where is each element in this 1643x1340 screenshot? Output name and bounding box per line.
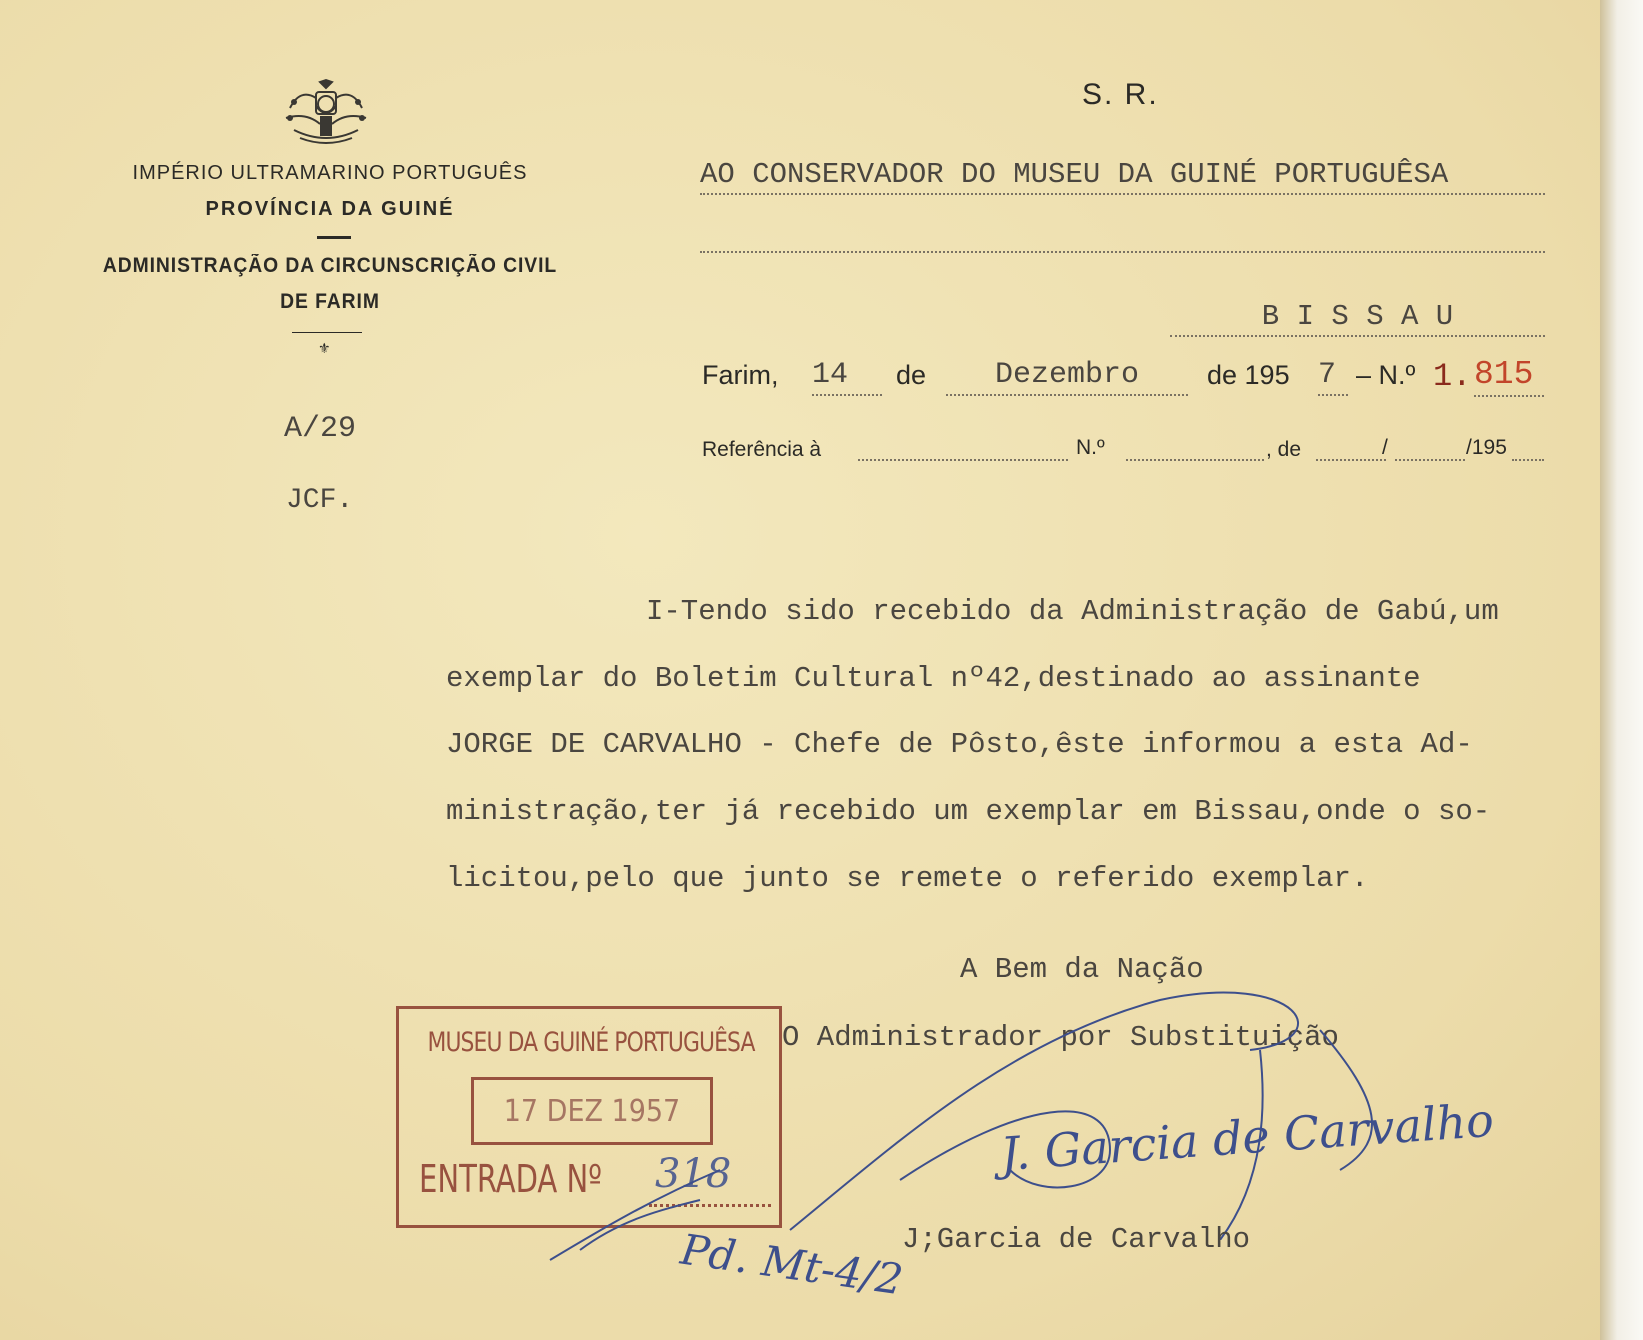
date-de-1: de — [896, 360, 927, 390]
reference-slash: / — [1382, 436, 1388, 459]
date-month: Dezembro — [946, 358, 1188, 396]
body-line-5: licitou,pelo que junto se remete o referido exemplar. — [446, 862, 1369, 895]
reference-year: /195 — [1466, 436, 1507, 459]
number-red: 815 — [1474, 356, 1544, 397]
number-prefix: 1. — [1433, 358, 1472, 395]
date-year-prefix: de 195 — [1207, 360, 1290, 390]
date-year-digit: 7 — [1318, 358, 1348, 396]
signatory-title: O Administrador por Substituição — [782, 1021, 1339, 1054]
destination-city: B I S S A U — [1170, 300, 1545, 337]
letterhead-province: PROVÍNCIA DA GUINÉ — [205, 198, 455, 220]
reference-year-blank — [1512, 458, 1544, 461]
reference-day-blank — [1316, 458, 1386, 461]
closing-salutation: A Bem da Nação — [960, 953, 1204, 986]
stamp-entry-number: 318 — [655, 1151, 732, 1197]
stamp-entry-label: ENTRADA Nº — [419, 1157, 602, 1201]
letterhead-administration: ADMINISTRAÇÃO DA CIRCUNSCRIÇÃO CIVIL — [102, 254, 558, 277]
reference-number-blank — [1126, 458, 1264, 461]
reference-label: Referência à — [702, 438, 822, 461]
page-edge — [1600, 0, 1643, 1340]
addressee-line: AO CONSERVADOR DO MUSEU DA GUINÉ PORTUGUÊSA — [700, 158, 1545, 195]
date-day: 14 — [812, 358, 882, 396]
reference-number-label: N.º — [1076, 436, 1105, 459]
coat-of-arms-icon — [280, 78, 372, 150]
number-label: – N.º — [1356, 360, 1416, 390]
body-line-3: JORGE DE CARVALHO - Chefe de Pôsto,êste informou a esta Ad- — [446, 728, 1473, 761]
signature-script: J. Garcia de Carvalho — [998, 1092, 1496, 1182]
typist-initials: JCF. — [286, 485, 354, 516]
ornament-flourish-icon: ⚜ — [318, 340, 331, 356]
reference-blank — [858, 458, 1068, 461]
reference-month-blank — [1395, 458, 1465, 461]
stamp-header: MUSEU DA GUINÉ PORTUGUÊSA — [427, 1027, 755, 1058]
letterhead-divider — [317, 236, 351, 239]
service-label: S. R. — [1082, 78, 1159, 111]
stamp-date: 17 DEZ 1957 — [503, 1094, 681, 1129]
letterhead-farim: DE FARIM — [280, 290, 380, 313]
stamp-date-box — [471, 1077, 713, 1145]
reference-code: A/29 — [284, 412, 357, 446]
addressee-blank-line — [700, 250, 1545, 253]
date-place: Farim, — [702, 360, 779, 390]
reference-de-label: , de — [1266, 438, 1302, 461]
handwritten-note: Pd. Mt-4/2 — [677, 1224, 906, 1305]
signatory-name: J;Garcia de Carvalho — [902, 1223, 1251, 1256]
body-line-2: exemplar do Boletim Cultural nº42,destinado ao assinante — [446, 662, 1421, 695]
letterhead-empire: IMPÉRIO ULTRAMARINO PORTUGUÊS — [132, 162, 528, 184]
body-line-1: I-Tendo sido recebido da Administração de Gabú,um — [646, 595, 1499, 628]
body-line-4: ministração,ter já recebido um exemplar em Bissau,onde o so- — [446, 795, 1491, 828]
ornament-rule — [292, 332, 362, 333]
